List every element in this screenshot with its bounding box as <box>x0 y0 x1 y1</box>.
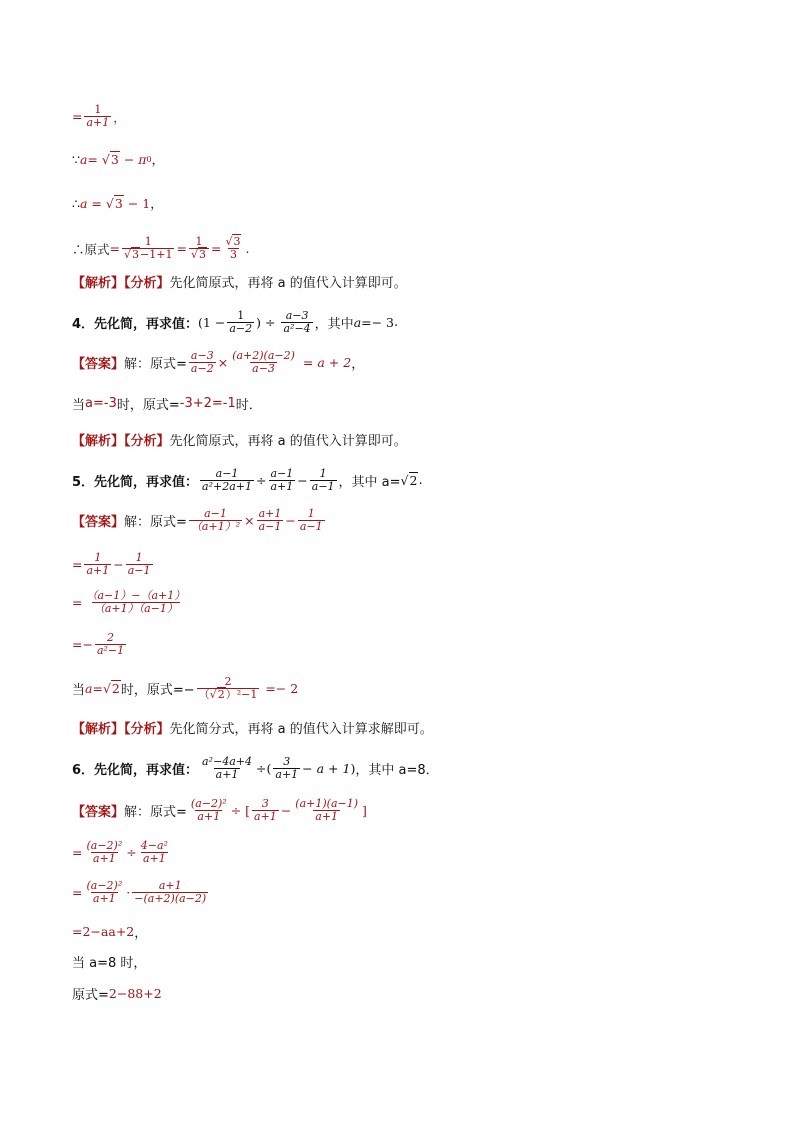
divide-sign: ÷ <box>126 845 137 860</box>
text: 当 <box>72 683 86 698</box>
fraction <box>269 468 296 493</box>
denominator-rest: ²−1 <box>236 688 258 701</box>
denominator: a+1 <box>254 810 277 823</box>
answer-5-step-4 <box>72 632 128 657</box>
fraction <box>189 350 216 375</box>
minus-sign: − <box>280 803 292 818</box>
numerator: (a−2)² <box>86 879 123 892</box>
numerator: a−1 <box>270 467 294 480</box>
equals-sign: = <box>72 595 83 610</box>
condition-text: ，其中 a=8． <box>355 763 439 778</box>
denominator: （a+1）（a−1） <box>93 602 178 615</box>
denominator: √3 <box>189 248 209 261</box>
numerator: 1 <box>319 467 327 480</box>
close-paren: ) <box>256 315 261 330</box>
answer-6-substitution <box>72 952 146 971</box>
numerator: 1 <box>237 309 245 322</box>
multiply-dot: · <box>126 885 131 900</box>
minus-sign: − <box>123 151 135 167</box>
numerator: 2 <box>107 631 115 644</box>
equals-sign: = <box>109 241 120 256</box>
answer-4-substitution <box>72 394 262 413</box>
question-5 <box>72 468 423 493</box>
fraction <box>189 798 229 823</box>
condition: a=-3 <box>85 396 117 411</box>
period: . <box>418 473 423 488</box>
denominator: a−1 <box>299 520 323 533</box>
radicand: 3 <box>198 248 206 261</box>
because-symbol: ∵ <box>72 151 80 167</box>
close-paren: ) <box>350 761 356 776</box>
open-paren: (1 − <box>198 315 226 330</box>
analysis-line-5 <box>72 718 433 737</box>
fraction <box>200 468 254 493</box>
lead-text: 原式= <box>72 988 109 1003</box>
analysis-text: 先化简分式，再将 a 的值代入计算求解即可。 <box>169 722 433 737</box>
answer-5-step-3 <box>72 590 189 615</box>
comma: ， <box>151 152 165 167</box>
divide-sign: ÷ <box>256 473 267 488</box>
equals-sign: = <box>91 195 102 211</box>
text: 当 <box>72 398 86 413</box>
fraction <box>197 676 260 701</box>
fraction <box>84 104 111 129</box>
question-label: 6．先化简，再求值： <box>72 763 199 778</box>
comma: ， <box>351 357 365 372</box>
equals-sign: = <box>72 924 83 939</box>
radicand: 3 <box>110 151 119 167</box>
denominator: a+1 <box>275 768 299 781</box>
fraction <box>84 880 124 905</box>
answer-6-step-2 <box>72 840 172 865</box>
answer-5-substitution <box>72 676 298 701</box>
fraction <box>257 508 284 533</box>
numerator: 3 <box>283 755 291 768</box>
text: 当 a=8 时， <box>72 956 147 971</box>
fraction <box>84 840 124 865</box>
times-sign: × <box>217 355 229 370</box>
fraction <box>84 552 111 577</box>
expression-rest: − 1 <box>127 195 151 211</box>
numerator: 3 <box>261 797 269 810</box>
fraction <box>310 468 337 493</box>
result: = a + 2 <box>302 355 352 370</box>
question-6 <box>72 756 439 781</box>
fraction <box>252 798 279 823</box>
numerator: 1 <box>94 551 102 564</box>
analysis-line <box>72 272 407 291</box>
numerator: (a−2)² <box>86 839 123 852</box>
period: . <box>394 315 399 330</box>
answer-5-step-2 <box>72 552 155 577</box>
denominator: a+1 <box>86 564 110 577</box>
divide-sign: ÷ <box>256 761 267 776</box>
denominator: a+1 <box>92 852 116 865</box>
denominator: 3 <box>229 248 237 261</box>
lead-text: ∴原式 <box>72 241 110 257</box>
answer-6 <box>72 798 367 823</box>
numerator: a²−4a+4 <box>202 755 253 768</box>
answer-6-step-3 <box>72 880 210 905</box>
answer-4 <box>72 350 364 375</box>
numerator: 1 <box>144 235 152 248</box>
analysis-tag: 【解析】【分析】 <box>72 434 170 449</box>
minus-sign: − <box>285 513 296 528</box>
numerator: 1 <box>195 235 203 248</box>
radicand: 2 <box>409 473 418 488</box>
fraction <box>95 632 126 657</box>
equals-sign: = <box>210 241 222 256</box>
answer-tag: 【答案】 <box>72 515 125 530</box>
condition-text: ，其中 <box>314 317 354 332</box>
numerator: a+1 <box>258 507 282 520</box>
denominator: （√2）²−1 <box>198 688 258 701</box>
divide-bracket: ÷ [ <box>230 803 251 818</box>
denominator: a−2 <box>229 322 253 335</box>
numerator: √3 <box>225 235 241 248</box>
equals-sign: = <box>72 845 83 860</box>
equals-sign: = <box>72 557 83 572</box>
analysis-tag: 【解析】【分析】 <box>72 276 170 291</box>
fraction <box>281 310 312 335</box>
denominator: （a+1）² <box>190 520 241 533</box>
sqrt-expression: √3 <box>101 151 119 167</box>
numerator: a+1 <box>158 879 182 892</box>
denominator: √3−1+1 <box>124 248 173 261</box>
fraction <box>126 552 153 577</box>
denominator: a+1 <box>86 116 110 129</box>
expression-rest: − a + 1 <box>302 761 351 776</box>
fraction <box>227 310 254 335</box>
answer-6-step-4 <box>72 922 147 941</box>
text: 时，原式= <box>116 398 180 413</box>
denominator: a−3 <box>252 362 275 375</box>
denominator: a+1 <box>197 810 221 823</box>
answer-lead: 解：原式= <box>124 357 187 372</box>
denominator: a+1 <box>92 892 116 905</box>
calculation: -3+2=-1 <box>179 396 236 411</box>
equals-sign: = <box>72 109 83 124</box>
fraction <box>200 756 254 781</box>
fraction <box>223 236 243 261</box>
fraction <box>139 840 170 865</box>
text: 时． <box>235 398 262 413</box>
therefore-a-line <box>72 194 163 212</box>
answer-6-final <box>72 984 162 1003</box>
comma: ， <box>113 109 126 125</box>
denominator: a+1 <box>270 480 294 493</box>
denominator: a−1 <box>311 480 335 493</box>
equals-sign: = <box>92 681 103 696</box>
numerator: 2 <box>224 675 232 688</box>
denominator: a²+2a+1 <box>202 480 253 493</box>
numerator: a−1 <box>215 467 239 480</box>
variable-a: a <box>85 681 93 696</box>
numerator: （a−1）−（a+1） <box>86 589 186 602</box>
radicand: 3 <box>114 195 123 211</box>
fraction <box>132 880 208 905</box>
numerator: 1 <box>135 551 143 564</box>
analysis-line-4 <box>72 430 407 449</box>
pi-symbol: π <box>138 151 147 167</box>
numerator: a−3 <box>190 349 214 362</box>
denominator: a+1 <box>315 810 339 823</box>
result: 2−88+2 <box>108 986 162 1001</box>
variable-a: a <box>79 151 88 167</box>
original-expression-line <box>72 236 249 261</box>
analysis-text: 先化简原式，再将 a 的值代入计算即可。 <box>169 276 407 291</box>
variable-a: a <box>79 195 88 211</box>
denominator-rest: −1+1 <box>140 248 173 261</box>
variable-a: a <box>353 315 362 330</box>
answer-5 <box>72 508 327 533</box>
denominator: a+1 <box>142 852 166 865</box>
denominator: a−1 <box>127 564 151 577</box>
times-sign: × <box>244 513 255 528</box>
answer-lead: 解：原式= <box>124 515 187 530</box>
period: . <box>245 241 250 256</box>
numerator: (a−2)² <box>190 797 227 810</box>
result: 2−aa+2 <box>82 924 135 939</box>
numerator: a−1 <box>204 507 227 520</box>
numerator: 1 <box>94 103 102 116</box>
comma: ， <box>134 926 148 941</box>
radicand: 2 <box>111 681 120 696</box>
denominator: a²−4 <box>283 322 311 335</box>
sqrt-expression: √3 <box>105 195 123 211</box>
fraction <box>293 798 360 823</box>
sqrt-expression: √2 <box>102 681 120 696</box>
exponent: 0 <box>146 154 152 164</box>
fraction <box>230 350 297 375</box>
question-4 <box>72 310 398 335</box>
fraction <box>189 236 209 261</box>
answer-tag: 【答案】 <box>72 805 125 820</box>
analysis-tag: 【解析】【分析】 <box>72 722 170 737</box>
question-label: 4．先化简，再求值： <box>72 317 199 332</box>
divide-sign: ÷ <box>265 315 276 330</box>
numerator: (a+1)(a−1) <box>295 797 359 810</box>
equals-sign: = <box>176 241 187 256</box>
analysis-text: 先化简原式，再将 a 的值代入计算即可。 <box>169 434 407 449</box>
equals-sign: =− <box>72 637 93 652</box>
equals-sign: = <box>72 885 83 900</box>
fraction <box>84 590 187 615</box>
numerator: (a+2)(a−2) <box>232 349 295 362</box>
numerator: a−3 <box>285 309 309 322</box>
close-bracket: ] <box>362 803 367 818</box>
fraction <box>122 236 174 261</box>
numerator: 1 <box>307 507 315 520</box>
sqrt-expression: √2 <box>400 473 418 488</box>
step-result-line <box>72 104 126 129</box>
answer-tag: 【答案】 <box>72 357 125 372</box>
denominator: a−2 <box>190 362 214 375</box>
fraction <box>189 508 242 533</box>
therefore-symbol: ∴ <box>72 195 80 211</box>
comma: ， <box>150 196 163 211</box>
question-label: 5．先化简，再求值： <box>72 475 199 490</box>
minus-sign: − <box>297 473 308 488</box>
denominator: a²−1 <box>96 644 125 657</box>
given-a-line <box>72 150 164 168</box>
result: =− 2 <box>265 681 299 696</box>
answer-lead: 解：原式= <box>124 805 187 820</box>
denominator: a+1 <box>215 768 239 781</box>
radicand: 2 <box>217 688 225 701</box>
denominator: a−1 <box>258 520 282 533</box>
equals-sign: = <box>87 151 98 167</box>
text: 时，原式=− <box>120 683 195 698</box>
minus-sign: − <box>113 557 124 572</box>
radicand: 3 <box>233 235 241 248</box>
denominator: −(a+2)(a−2) <box>134 892 207 905</box>
condition-value: =− 3 <box>361 315 395 330</box>
numerator: 4−a² <box>140 839 168 852</box>
fraction <box>273 756 300 781</box>
radicand: 3 <box>132 248 140 261</box>
fraction <box>298 508 325 533</box>
condition-text: ，其中 a= <box>338 475 401 490</box>
open-paren: ( <box>266 761 272 776</box>
